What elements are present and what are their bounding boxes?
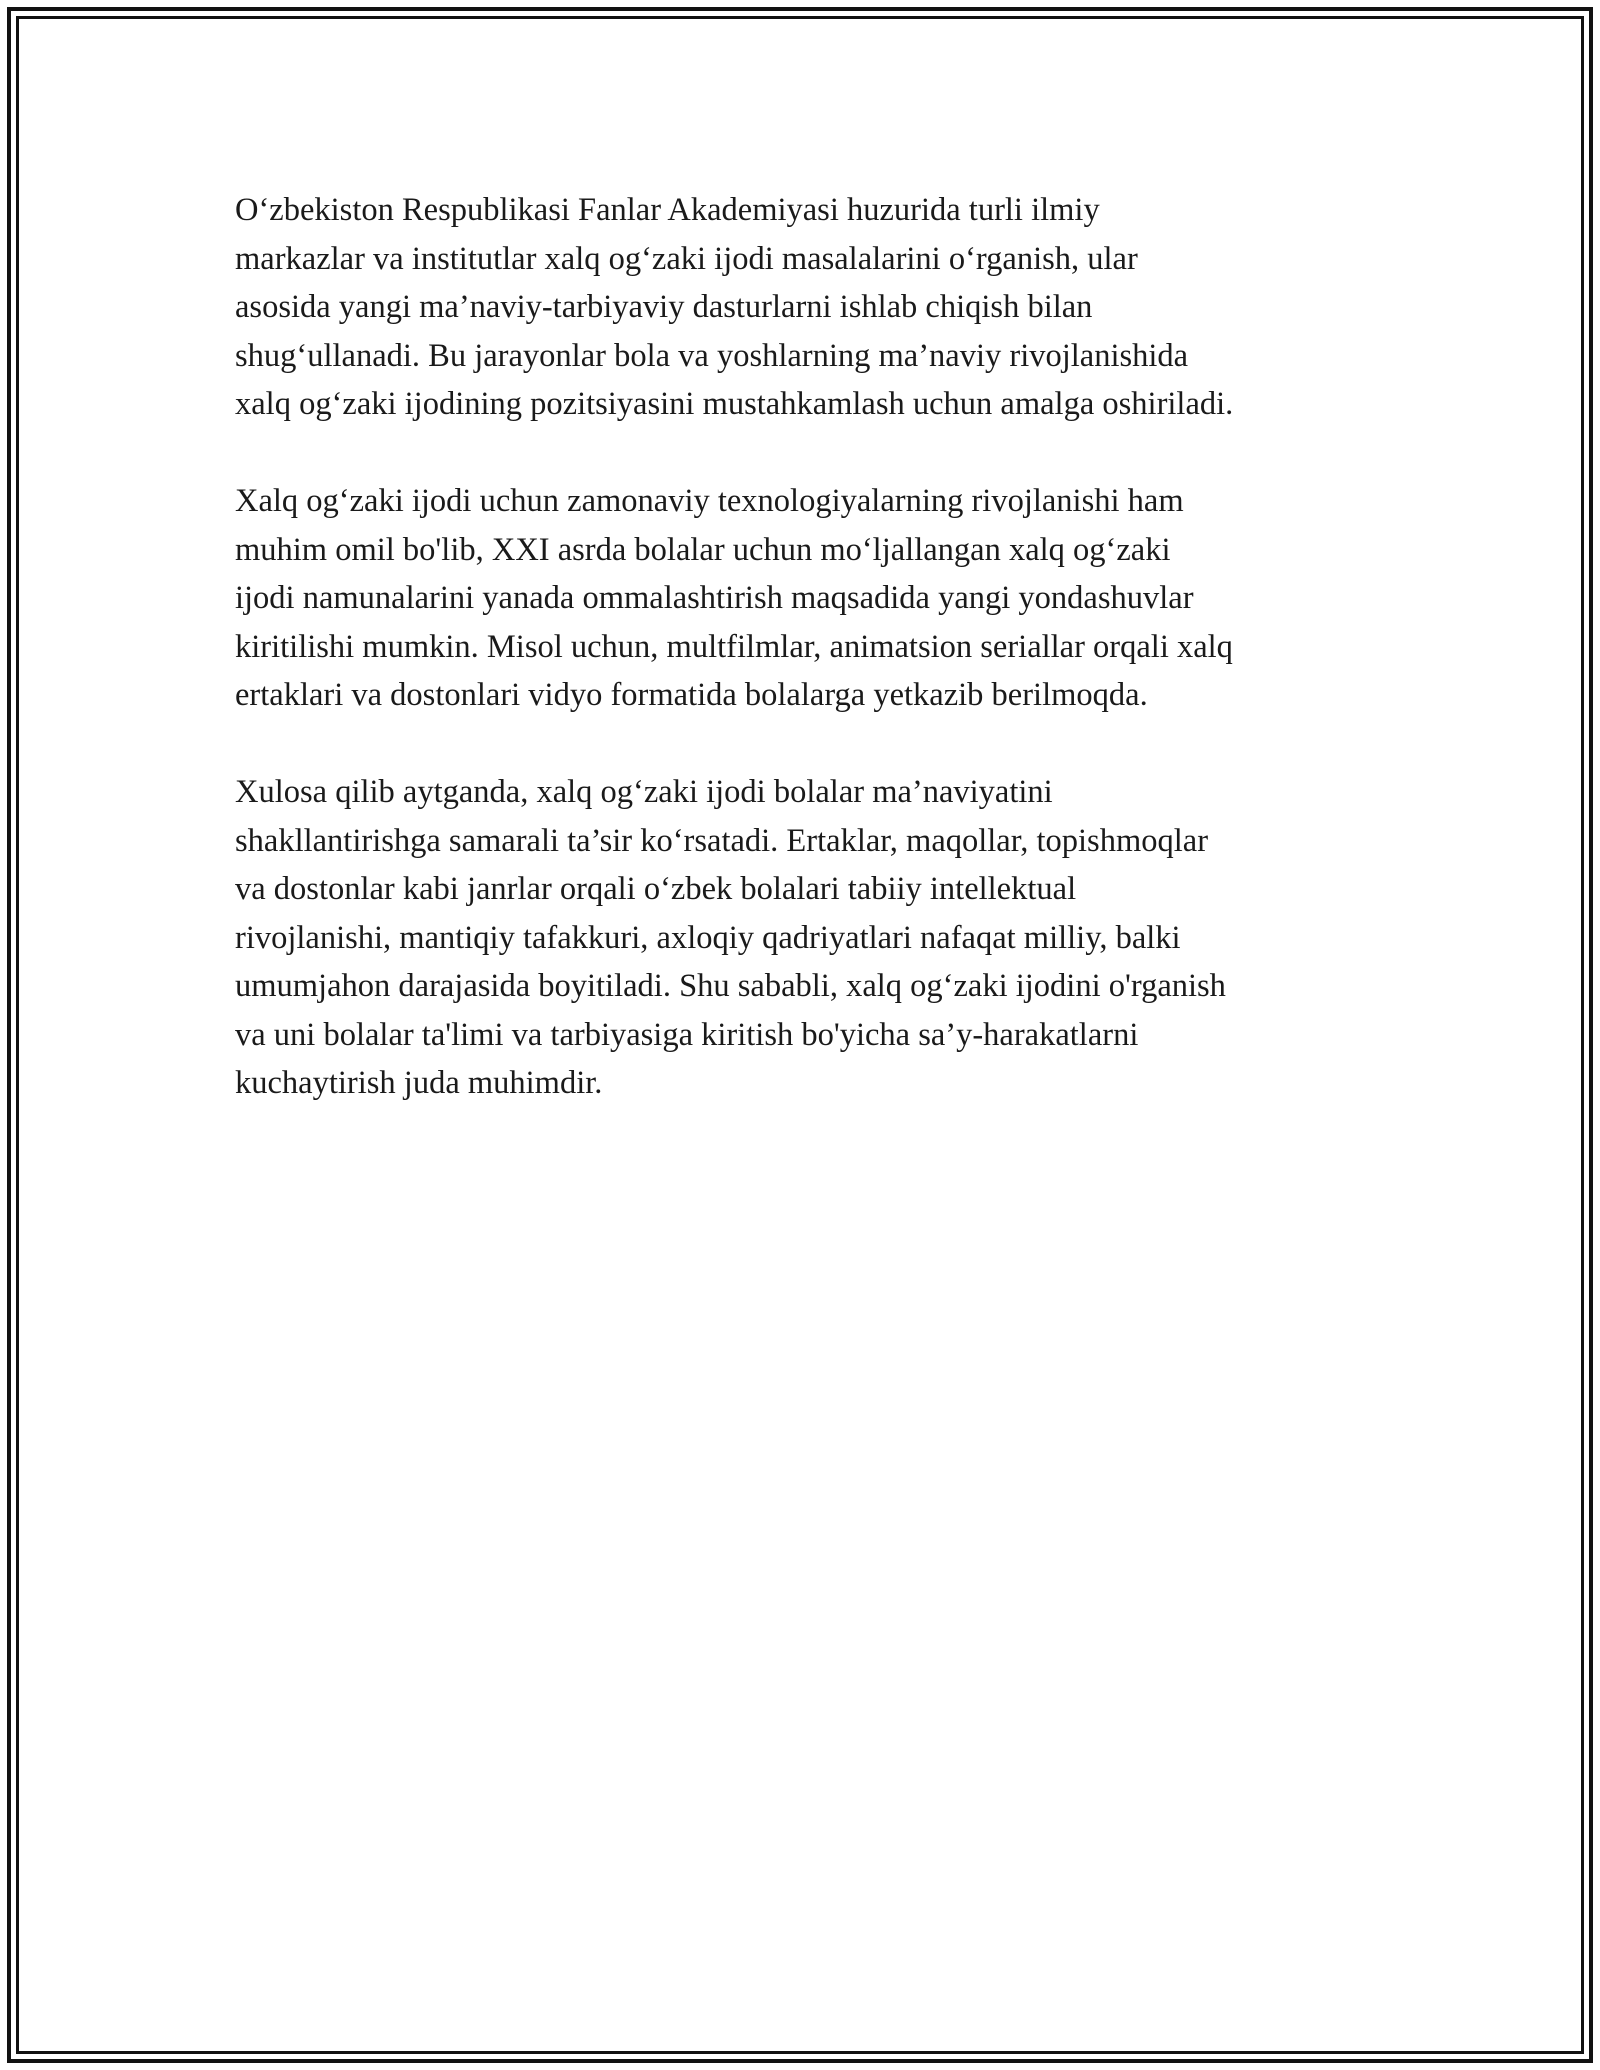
paragraph-conclusion: Xulosa qilib aytganda, xalq og‘zaki ijodi bolalar ma’naviyatini shakllantirishga samarali ta’sir ko‘rsatadi. Ertaklar, maqollar, topishmoqlar va dostonlar kabi janrlar orqali o‘zbek bolalari tabiiy intellektual rivojlanishi, mantiqiy tafakkuri, axloqiy qadriyatlari nafaqat milliy, balki umumjahon darajasida boyitiladi. Shu sababli, xalq og‘zaki ijodini o'rganish va uni bolalar ta'limi va tarbiyasiga kiritish bo'yicha sa’y-harakatlarni kuchaytirish juda muhimdir. xyxy=(235,774,1226,1101)
document-body xyxy=(235,186,1375,1108)
paragraph-academy-research: O‘zbekiston Respublikasi Fanlar Akademiyasi huzurida turli ilmiy markazlar va institutlar xalq og‘zaki ijodi masalalarini o‘rganish, ular asosida yangi ma’naviy-tarbiyaviy dasturlarni ishlab chiqish bilan shug‘ullanadi. Bu jarayonlar bola va yoshlarning ma’naviy rivojlanishida xalq og‘zaki ijodining pozitsiyasini mustahkamlash uchun amalga oshiriladi. xyxy=(235,192,1234,422)
paragraph-modern-technologies: Xalq og‘zaki ijodi uchun zamonaviy texnologiyalarning rivojlanishi ham muhim omil bo'lib, XXI asrda bolalar uchun mo‘ljallangan xalq og‘zaki ijodi namunalarini yanada ommalashtirish maqsadida yangi yondashuvlar kiritilishi mumkin. Misol uchun, multfilmlar, animatsion seriallar orqali xalq ertaklari va dostonlari vidyo formatida bolalarga yetkazib berilmoqda. xyxy=(235,483,1233,713)
